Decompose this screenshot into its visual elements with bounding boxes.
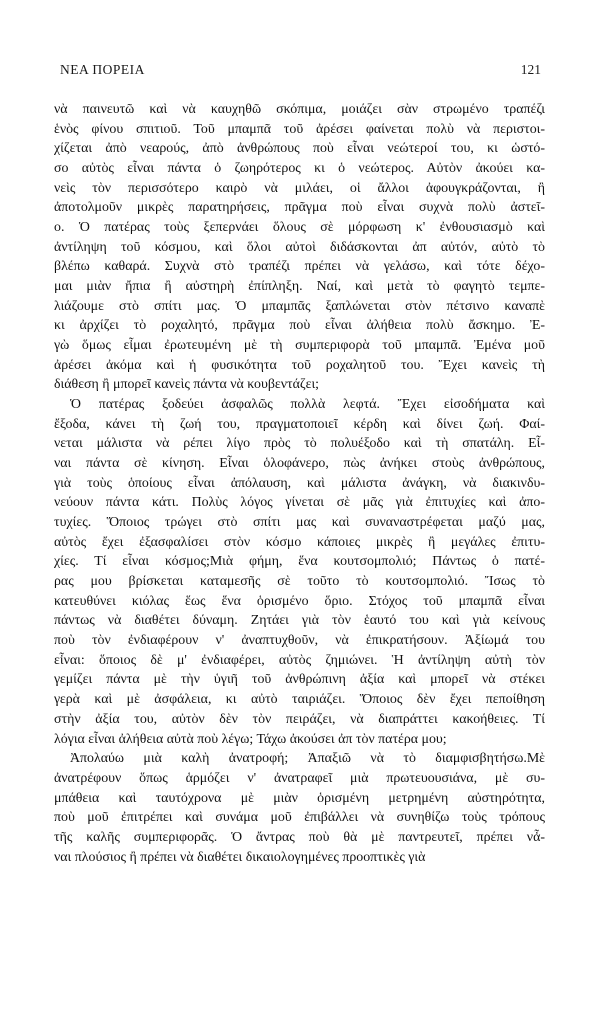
- text-line: τυχίες. Ὅποιος τρώγει στὸ σπίτι μας καὶ συναναστρέφεται μαζύ μας,: [54, 515, 545, 531]
- text-line: ἀποτολμοῦν μικρὲς παρατηρήσεις, πρᾶγμα ποὺ εἶναι συχνὰ πολὺ ἀστεῖ-: [54, 200, 545, 216]
- text-line: ρας μου βρίσκεται καταμεσῆς σὲ τοῦτο τὸ κουτσομπολιό. Ἴσως τὸ: [54, 574, 545, 590]
- text-line: βλέπω καθαρά. Συχνὰ στὸ τραπέζι πρέπει νὰ γελάσω, καὶ τότε δέχο-: [54, 259, 545, 275]
- text-line: χίζεται ἀπὸ νεαρούς, ἀπὸ ἀνθρώπους ποὺ εἶναι νεώτεροί του, κι ὡστό-: [54, 141, 545, 157]
- text-line: ἔξοδα, κάνει τὴ ζωή του, πραγματοποιεῖ κέρδη καὶ δίνει ζωή. Φαί-: [54, 416, 545, 432]
- text-line: γερὰ καὶ μὲ ἀσφάλεια, κι αὐτὸ ταιριάζει. Ὅποιος δὲν ἔχει πεποίθηση: [54, 692, 545, 708]
- page-number: 121: [520, 62, 541, 77]
- text-line: ἀρέσει ἀκόμα καὶ ἡ φυσικότητα τοῦ ροχαλητοῦ του. Ἔχει κανεὶς τὴ: [54, 357, 545, 373]
- text-line: νεύουν πάντα κάτι. Πολὺς λόγος γίνεται σὲ μᾶς γιὰ ἐπιτυχίες καὶ ἀπο-: [54, 495, 545, 511]
- text-line: ποὺ τὸν ἐνδιαφέρουν ν' ἀναπτυχθοῦν, νὰ ἐπικρατήσουν. Ἀξίωμά του: [54, 633, 545, 649]
- text-line: ἑνὸς φίνου σπιτιοῦ. Τοῦ μπαμπᾶ τοῦ ἀρέσει φαίνεται πολὺ νὰ περιστοι-: [54, 121, 545, 137]
- text-line: χίες. Τί εἶναι κόσμος;Μιὰ φήμη, ἕνα κουτσομπολιό; Πάντως ὁ πατέ-: [54, 554, 545, 570]
- text-line: πάντως νὰ διαθέτει δύναμη. Ζητάει γιὰ τὸν ἑαυτό του καὶ γιὰ κείνους: [54, 613, 545, 629]
- paragraph: [54, 395, 545, 749]
- body-text: [54, 100, 545, 867]
- paragraph: [54, 749, 545, 867]
- text-line: διάθεση ἢ μπορεῖ κανεὶς πάντα νὰ κουβεντάζει;: [54, 377, 320, 393]
- text-line: εἶναι: ὅποιος δὲ μ' ἐνδιαφέρει, αὐτὸς ζημιώνει. Ἡ ἀντίληψη αὐτὴ τὸν: [54, 652, 545, 668]
- running-head-title: ΝΕΑ ΠΟΡΕΙΑ: [60, 62, 145, 77]
- text-line: αὐτὸς ἔχει ἐξασφαλίσει στὸν κόσμο κάποιες μικρὲς ἢ μεγάλες ἐπιτυ-: [54, 534, 545, 550]
- text-line: γεμίζει πάντα μὲ τὴν ὑγιῆ τοῦ ἀνθρώπινη ἀξία καὶ μπορεῖ νὰ στέκει: [54, 672, 545, 688]
- text-line: Ὁ πατέρας ξοδεύει ἀσφαλῶς πολλὰ λεφτά. Ἔχει εἰσοδήματα καὶ: [70, 397, 545, 413]
- text-line: ναι πλούσιος ἢ πρέπει νὰ διαθέτει δικαιολογημένες προοπτικὲς γιὰ: [54, 849, 426, 865]
- text-line: ἀντίληψη τοῦ κόσμου, καὶ ὅλοι αὐτοὶ διδάσκονται ἀπ αὐτόν, αὐτὸ τὸ: [54, 239, 545, 255]
- text-line: στὴν ἀξία του, αὐτὸν δὲν τὸν πειράζει, νὰ διαπράττει κακοήθειες. Τί: [54, 711, 545, 727]
- text-line: σο αὐτὸς εἶναι πάντα ὁ ζωηρότερος κι ὁ νεώτερος. Αὐτὸν ἀκούει κα-: [54, 161, 545, 177]
- text-line: τῆς καλῆς συμπεριφορᾶς. Ὁ ἄντρας ποὺ θὰ μὲ παντρευτεῖ, πρέπει νἆ-: [54, 829, 545, 845]
- text-line: ἀνατρέφουν ὅπως ἁρμόζει ν' ἀνατραφεῖ μιὰ πρωτευουσιάνα, μὲ συ-: [54, 770, 545, 786]
- text-line: μπάθεια καὶ ταυτόχρονα μὲ μιὰν ὁρισμένη μετρημένη αὐστηρότητα,: [54, 790, 545, 806]
- text-line: λιάζουμε στὸ σπίτι μας. Ὁ μπαμπᾶς ξαπλώνεται στὸν πέτσινο καναπὲ: [54, 298, 545, 314]
- paragraph: [54, 100, 545, 395]
- text-line: νὰ παινευτῶ καὶ νὰ καυχηθῶ σκόπιμα, μοιάζει σὰν στρωμένο τραπέζι: [54, 102, 545, 117]
- text-line: λόγια εἶναι ἀλήθεια αὐτὰ ποὺ λέγω; Τάχω ἀκούσει ἀπ τὸν πατέρα μου;: [54, 731, 447, 747]
- text-line: ποὺ μοῦ ἐπιτρέπει καὶ συνάμα μοῦ ἐπιβάλλει νὰ συνηθίζω τοὺς τρόπους: [54, 810, 545, 826]
- text-line: γὼ ὅμως εἶμαι ἐρωτευμένη μὲ τὴ συμπεριφορὰ τοῦ μπαμπᾶ. Ἐμένα μοῦ: [54, 338, 545, 354]
- text-line: μαι μιὰν ἤπια ἢ αὐστηρὴ ἐπίπληξη. Ναί, καὶ μετὰ τὸ φαγητὸ τεμπε-: [54, 279, 545, 295]
- text-line: ο. Ὁ πατέρας τοὺς ξεπερνάει ὅλους σὲ μόρφωση κ' ἐνθουσιασμὸ καὶ: [54, 220, 545, 236]
- text-line: νεὶς τὸν περισσότερο καιρὸ νὰ μιλάει, οἱ ἄλλοι ἀφουγκράζονται, ἢ: [54, 180, 545, 196]
- text-line: γιὰ τοὺς ὁποίους εἶναι ἀπόλαυση, καὶ μάλιστα ἀνάγκη, νὰ διακινδυ-: [54, 475, 545, 491]
- text-line: κι ἀρχίζει τὸ ροχαλητό, πρᾶγμα ποὺ εἶναι ἀλήθεια πολὺ ἄσκημο. Ἐ-: [54, 318, 545, 334]
- text-line: νεται μάλιστα νὰ ρέπει λίγο πρὸς τὸ πολυέξοδο καὶ τὴ σπατάλη. Εἶ-: [54, 436, 545, 452]
- text-line: Ἀπολαύω μιὰ καλὴ ἀνατροφή; Ἀπαξιῶ νὰ τὸ διαμφισβητήσω.Μὲ: [70, 751, 545, 767]
- running-head: [60, 62, 541, 80]
- text-line: κατευθύνει κιόλας ἕως ἕνα ὁρισμένο ὅριο. Στόχος τοῦ μπαμπᾶ εἶναι: [54, 593, 545, 609]
- text-line: ναι πάντα σὲ κίνηση. Εἶναι ὁλοφάνερο, πὼς ἀνήκει στοὺς ἀνθρώπους,: [54, 456, 545, 472]
